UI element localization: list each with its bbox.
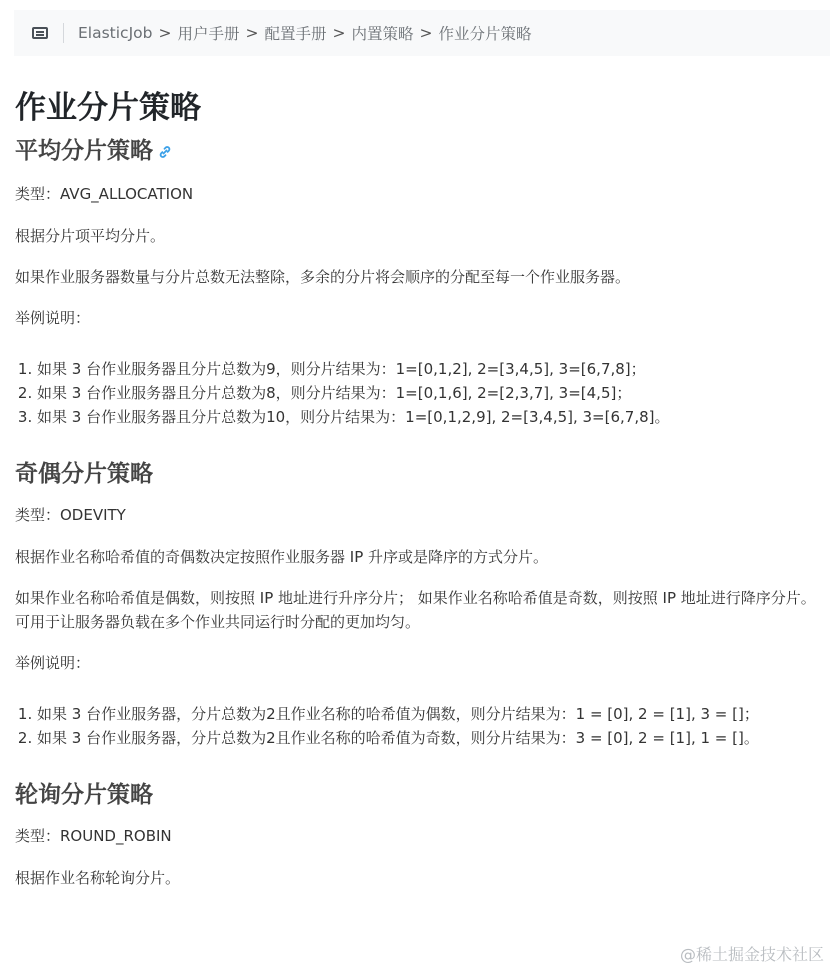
menu-icon[interactable] bbox=[32, 27, 48, 39]
breadcrumb-item-builtin-strategy[interactable]: 内置策略 bbox=[351, 25, 414, 43]
breadcrumb-separator: > bbox=[419, 24, 433, 42]
detail-text: 如果作业名称哈希值是偶数，则按照 IP 地址进行升序分片； 如果作业名称哈希值是奇数，则按照 IP 地址进行降序分片。 可用于让服务器负载在多个作业共同运行时分配的更加均匀。 bbox=[15, 589, 816, 631]
type-line: 类型：ROUND_ROBIN bbox=[15, 827, 172, 845]
detail-text: 如果作业服务器数量与分片总数无法整除，多余的分片将会顺序的分配至每一个作业服务器。 bbox=[15, 268, 631, 286]
type-line: 类型：ODEVITY bbox=[15, 506, 126, 524]
list-item: 1. 如果 3 台作业服务器且分片总数为9，则分片结果为：1=[0,1,2], 2=[3,4,5], 3=[6,7,8]； bbox=[37, 357, 827, 381]
description: 根据作业名称轮询分片。 bbox=[15, 869, 181, 887]
list-item: 2. 如果 3 台作业服务器且分片总数为8，则分片结果为：1=[0,1,6], 2=[2,3,7], 3=[4,5]； bbox=[37, 381, 827, 405]
breadcrumb-item-user-manual[interactable]: 用户手册 bbox=[177, 25, 240, 43]
breadcrumb-item-elasticjob[interactable]: ElasticJob bbox=[78, 24, 153, 42]
description: 根据分片项平均分片。 bbox=[15, 227, 166, 245]
article-content bbox=[15, 86, 827, 890]
example-list bbox=[15, 702, 827, 750]
example-label: 举例说明： bbox=[15, 654, 91, 672]
breadcrumb-separator: > bbox=[158, 24, 172, 42]
breadcrumb-separator: > bbox=[332, 24, 346, 42]
breadcrumb-divider bbox=[63, 23, 64, 43]
anchor-link-icon[interactable] bbox=[157, 144, 173, 160]
breadcrumb-separator: > bbox=[245, 24, 259, 42]
list-item: 1. 如果 3 台作业服务器，分片总数为2且作业名称的哈希值为偶数，则分片结果为：1 = [0], 2 = [1], 3 = []； bbox=[37, 702, 827, 726]
section-heading-odevity: 奇偶分片策略 bbox=[15, 461, 153, 487]
type-line: 类型：AVG_ALLOCATION bbox=[15, 185, 194, 203]
breadcrumb-item-config-manual[interactable]: 配置手册 bbox=[264, 25, 327, 43]
example-label: 举例说明： bbox=[15, 309, 91, 327]
list-item: 3. 如果 3 台作业服务器且分片总数为10，则分片结果为：1=[0,1,2,9], 2=[3,4,5], 3=[6,7,8]。 bbox=[37, 405, 827, 429]
page-title: 作业分片策略 bbox=[15, 90, 201, 126]
breadcrumb-bar bbox=[14, 10, 830, 56]
section-heading-text: 平均分片策略 bbox=[15, 138, 153, 164]
watermark: @稀土掘金技术社区 bbox=[679, 945, 824, 964]
list-item: 2. 如果 3 台作业服务器，分片总数为2且作业名称的哈希值为奇数，则分片结果为：3 = [0], 2 = [1], 1 = []。 bbox=[37, 726, 827, 750]
example-list bbox=[15, 357, 827, 429]
description: 根据作业名称哈希值的奇偶数决定按照作业服务器 IP 升序或是降序的方式分片。 bbox=[15, 548, 549, 566]
section-heading-avg bbox=[15, 134, 827, 168]
section-heading-round-robin: 轮询分片策略 bbox=[15, 782, 153, 808]
breadcrumb-item-current[interactable]: 作业分片策略 bbox=[438, 25, 532, 43]
